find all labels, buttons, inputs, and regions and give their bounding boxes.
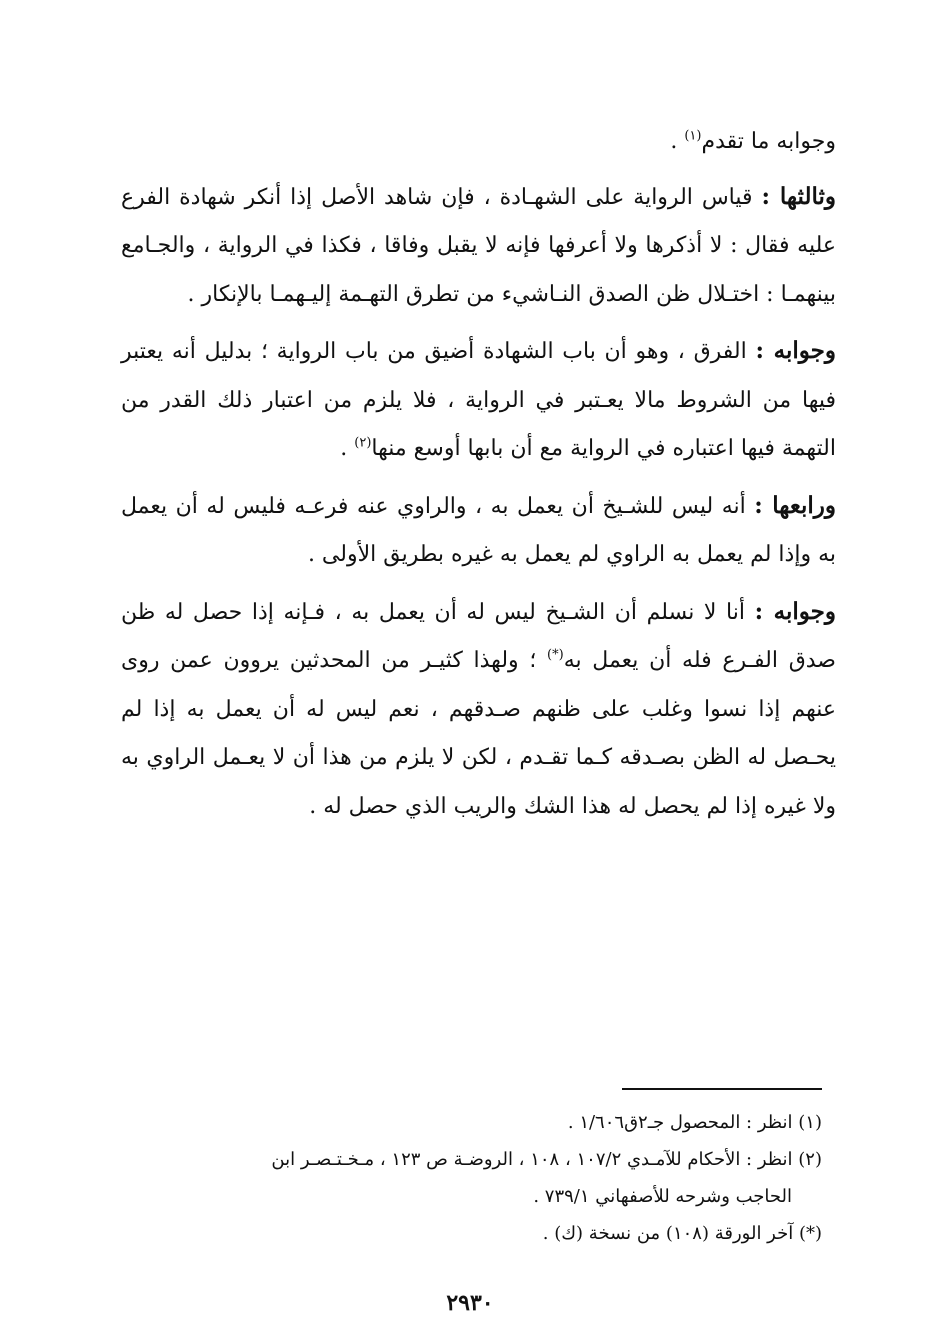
paragraph-3 xyxy=(121,327,836,474)
paragraph-5-text-before: أنا لا نسلم أن الشـيخ ليس له أن يعمل به ، فـإنه إذا حصل له ظن صدق الفـرع فله أن يعمل به xyxy=(121,599,836,673)
paragraph-2 xyxy=(121,173,836,320)
paragraph-1 xyxy=(121,118,836,167)
paragraph-4-text: أنه ليس للشـيخ أن يعمل به ، والراوي عنه فرعـه فليس له أن يعمل به وإذا لم يعمل به الراوي لم يعمل به غيره بطريق الأولى . xyxy=(121,493,836,567)
footnote-ref-star: (*) xyxy=(547,647,564,663)
main-text xyxy=(121,118,836,839)
paragraph-3-lead: وجوابه : xyxy=(755,337,837,364)
footnotes xyxy=(114,1104,822,1252)
paragraph-3-text: الفرق ، وهو أن باب الشهادة أضيق من باب الرواية ؛ بدليل أنه يعتبر فيها من الشروط مالا يعـتبر في الرواية ، فلا يلزم من اعتبار ذلك القدر من التهمة فيها اعتباره في الرواية مع أن بابها أوسع منها xyxy=(121,339,836,461)
page-number: ٢٩٣٠ xyxy=(446,1290,494,1316)
footnote-1: (١) انظر : المحصول جـ٢ق١/٦٠٦ . xyxy=(567,1112,822,1133)
paragraph-2-lead: وثالثها : xyxy=(761,182,836,210)
paragraph-4 xyxy=(121,482,836,580)
paragraph-4-lead: ورابعها : xyxy=(754,491,836,519)
paragraph-1-end: . xyxy=(670,129,685,154)
paragraph-1-text: وجوابه ما تقدم xyxy=(701,129,836,154)
paragraph-5-text-after: ؛ ولهذا كثيـر من المحدثين يروون عمن روى عنهم إذا نسوا وغلب على ظنهم صـدقهم ، نعم ليس له أن يعمل به إذا لم يحـصل له الظن بصـدقه كـما تقـدم ، لكن لا يلزم من هذا أن لا يعـمل الراوي به ولا غيره إذا لم يحصل له هذا الشك والريب الذي حصل له . xyxy=(121,648,836,819)
footnote-ref-2: (٢) xyxy=(354,435,372,451)
footnote-star: (*) آخر الورقة (١٠٨) من نسخة (ك) . xyxy=(542,1223,822,1244)
footnote-separator xyxy=(622,1088,822,1090)
paragraph-2-text: قياس الرواية على الشهـادة ، فإن شاهد الأصل إذا أنكر شهادة الفرع عليه فقال : لا أذكرها ولا أعرفها فإنه لا يقبل وفاقا ، فكذا في الرواية ، والجـامع بينهمـا : اختـلال ظن الصدق النـاشيء من تطرق التهـمة إليـهمـا بالإنكار . xyxy=(121,184,836,307)
footnote-2-line-1: (٢) انظر : الأحكام للآمـدي ١٠٧/٢ ، ١٠٨ ، الروضـة ص ١٢٣ ، مـخـتـصـر ابن xyxy=(271,1149,822,1170)
paragraph-3-end: . xyxy=(340,436,355,461)
paragraph-5-lead: وجوابه : xyxy=(754,597,837,625)
footnote-2-line-2: الحاجب وشرحه للأصفهاني ٧٣٩/١ . xyxy=(533,1186,792,1207)
footnote-ref-1: (١) xyxy=(684,128,702,144)
paragraph-5 xyxy=(121,588,836,832)
